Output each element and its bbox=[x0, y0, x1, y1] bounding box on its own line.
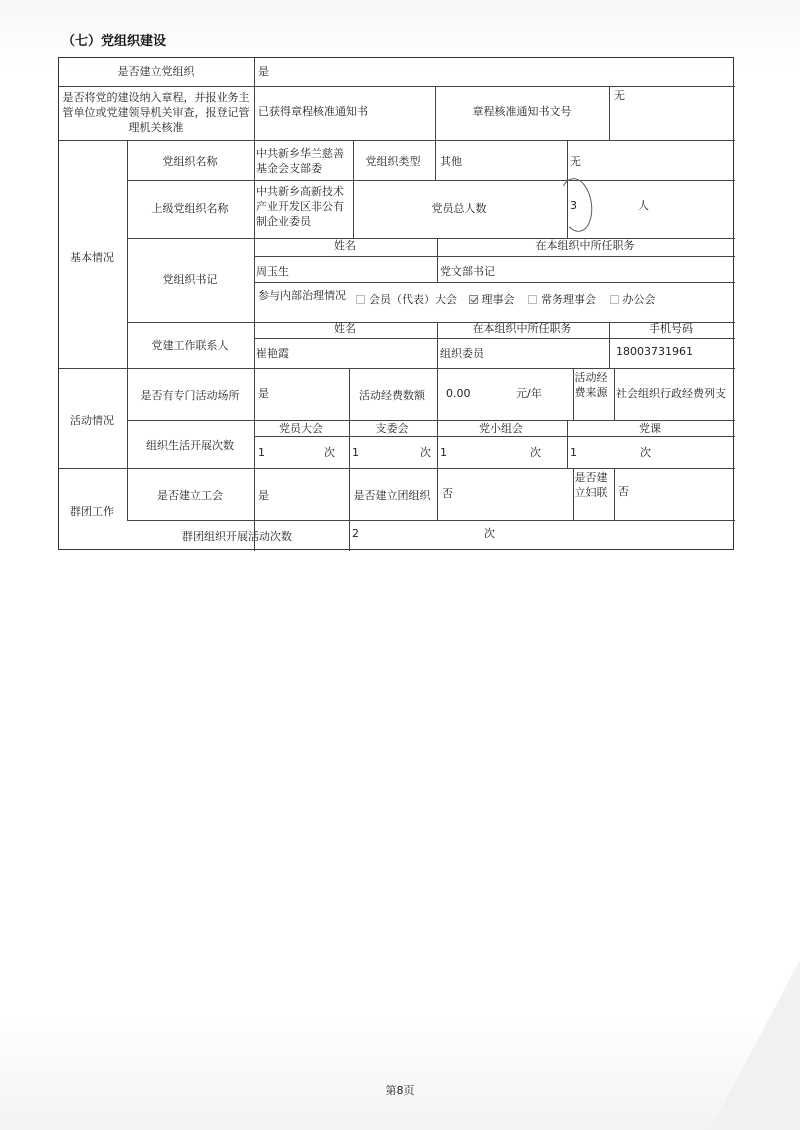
checkbox-icon bbox=[356, 295, 365, 304]
women-label: 是否建立妇联 bbox=[574, 471, 608, 499]
members-label: 党员总人数 bbox=[431, 202, 487, 215]
established-label: 是否建立党组织 bbox=[117, 65, 195, 78]
secretary-label: 党组织书记 bbox=[162, 273, 218, 286]
org-type-value: 其他 bbox=[440, 155, 462, 168]
source-value: 社会组织行政经费列支 bbox=[616, 387, 726, 400]
section-heading: （七）党组织建设 bbox=[62, 34, 167, 49]
parent-org-label: 上级党组织名称 bbox=[151, 202, 229, 215]
org-name-label: 党组织名称 bbox=[162, 155, 218, 168]
governance-option-office-meeting[interactable]: 办公会 bbox=[610, 293, 656, 306]
governance-option-assembly[interactable]: 会员（代表）大会 bbox=[356, 293, 457, 306]
count-party-lecture: 1 bbox=[570, 446, 577, 459]
page-number: 第8页 bbox=[385, 1084, 415, 1097]
basic-section-label: 基本情况 bbox=[70, 251, 114, 264]
funds-unit: 元/年 bbox=[516, 387, 542, 400]
contact-phone: 18003731961 bbox=[616, 345, 693, 358]
count-party-congress: 1 bbox=[258, 446, 265, 459]
org-type-label: 党组织类型 bbox=[365, 155, 421, 168]
union-value: 是 bbox=[258, 489, 269, 502]
activity-section-label: 活动情况 bbox=[70, 414, 114, 427]
count-unit: 次 bbox=[420, 446, 431, 459]
col-party-congress: 党员大会 bbox=[279, 422, 323, 435]
funds-value: 0.00 bbox=[446, 387, 471, 400]
contact-phone-header: 手机号码 bbox=[649, 322, 693, 335]
count-unit: 次 bbox=[324, 446, 335, 459]
checkbox-icon bbox=[610, 295, 619, 304]
youth-value: 否 bbox=[442, 487, 453, 500]
governance-option-standing-council[interactable]: 常务理事会 bbox=[528, 293, 596, 306]
checkbox-checked-icon bbox=[469, 295, 478, 304]
secretary-name-header: 姓名 bbox=[334, 239, 356, 252]
activities-unit: 次 bbox=[484, 527, 495, 540]
count-party-group: 1 bbox=[440, 446, 447, 459]
contact-position-header: 在本组织中所任职务 bbox=[472, 322, 572, 335]
col-party-group: 党小组会 bbox=[479, 422, 523, 435]
governance-label: 参与内部治理情况 bbox=[258, 289, 346, 302]
venue-label: 是否有专门活动场所 bbox=[140, 389, 240, 402]
checkbox-icon bbox=[528, 295, 537, 304]
charter-doc-label: 章程核准通知书文号 bbox=[472, 105, 572, 118]
contact-label: 党建工作联系人 bbox=[151, 339, 229, 352]
col-party-lecture: 党课 bbox=[639, 422, 661, 435]
charter-value: 已获得章程核准通知书 bbox=[258, 105, 368, 118]
org-name-value: 中共新乡华兰慈善基金会支部委 bbox=[256, 147, 344, 175]
contact-name: 崔艳霞 bbox=[256, 347, 289, 360]
charter-label: 是否将党的建设纳入章程，并报业务主管单位或党建领导机关审查，报登记管理机关核准 bbox=[62, 91, 250, 134]
page-corner-fold bbox=[710, 960, 800, 1130]
members-value: 3 bbox=[570, 199, 577, 212]
count-unit: 次 bbox=[530, 446, 541, 459]
org-type-extra: 无 bbox=[570, 155, 581, 168]
contact-name-header: 姓名 bbox=[334, 322, 356, 335]
secretary-position: 党文部书记 bbox=[440, 265, 495, 278]
governance-option-council[interactable]: 理事会 bbox=[469, 293, 515, 306]
union-label: 是否建立工会 bbox=[157, 489, 223, 502]
secretary-position-header: 在本组织中所任职务 bbox=[535, 239, 635, 252]
source-label: 活动经费来源 bbox=[574, 371, 608, 399]
life-label: 组织生活开展次数 bbox=[146, 439, 234, 452]
activities-label: 群团组织开展活动次数 bbox=[182, 530, 292, 543]
parent-org-value: 中共新乡高新技术产业开发区非公有制企业委员 bbox=[256, 185, 344, 228]
secretary-name: 周玉生 bbox=[256, 265, 289, 278]
charter-doc-value: 无 bbox=[614, 89, 625, 102]
governance-options bbox=[356, 292, 656, 307]
activities-value: 2 bbox=[352, 527, 359, 540]
contact-position: 组织委员 bbox=[440, 347, 484, 360]
established-value: 是 bbox=[258, 65, 269, 78]
youth-label: 是否建立团组织 bbox=[353, 489, 431, 502]
venue-value: 是 bbox=[258, 387, 269, 400]
mass-section-label: 群团工作 bbox=[70, 505, 114, 518]
women-value: 否 bbox=[618, 485, 629, 498]
count-unit: 次 bbox=[640, 446, 651, 459]
funds-label: 活动经费数额 bbox=[359, 389, 425, 402]
members-unit: 人 bbox=[638, 199, 649, 212]
count-branch-committee: 1 bbox=[352, 446, 359, 459]
col-branch-committee: 支委会 bbox=[375, 422, 409, 435]
